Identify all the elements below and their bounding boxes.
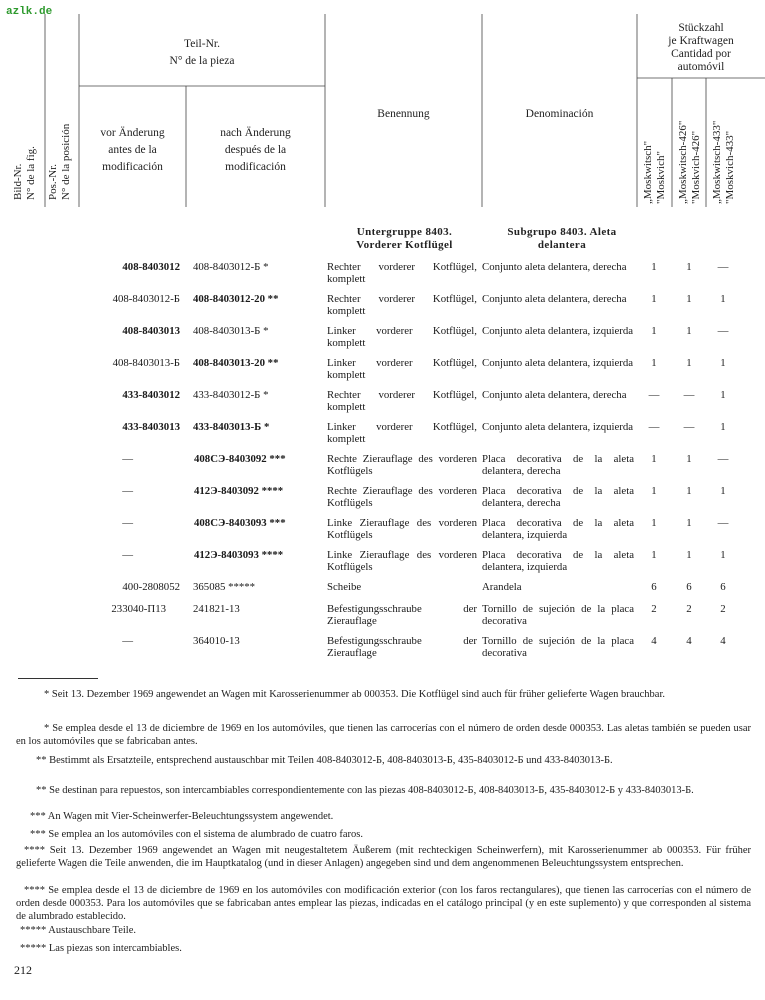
- footnote-4-de: **** Seit 13. Dezember 1969 angewendet an Wagen mit neugestaltetem Äußerem (mit rechteckigen Scheinwerfern), mit Karosserienummer ab 000353. Für früher gelieferte Wagen die Teile anwenden, die im Hauptkatalog (und in dieser Anlagen) angegeben sind und dem angenommenen Beleuchtungssystem entsprechen.: [16, 845, 751, 869]
- footnote-2-es: ** Se destinan para repuestos, son intercambiables correspondientemente con las piezas 408-8403012-Б, 408-8403013-Б, 435-8403012-Б y 433-8403013-Б.: [36, 785, 694, 796]
- footnote-5-es: ***** Las piezas son intercambiables.: [20, 943, 182, 954]
- part-number-after: 364010-13: [193, 635, 240, 647]
- quantity-q3: 6: [720, 581, 726, 593]
- quantity-q3: —: [717, 517, 729, 529]
- name-es: Conjunto aleta delantera, izquierda: [482, 421, 634, 433]
- quantity-q1: 1: [651, 549, 657, 561]
- quantity-q1: 2: [651, 603, 657, 615]
- quantity-q2: —: [683, 389, 695, 401]
- table-row: [0, 545, 765, 577]
- part-number-after: 408-8403012-20 **: [193, 293, 279, 305]
- vor-aenderung-label: vor Änderung antes de la modificación: [100, 127, 165, 173]
- part-number-before: 408-8403013: [122, 325, 180, 337]
- part-number-before: 408-8403012: [122, 261, 180, 273]
- nach-aenderung-label: nach Änderung después de la modificación: [220, 127, 291, 173]
- footnote-3-es: *** Se emplea an los automóviles con el sistema de alumbrado de cuatro faros.: [30, 829, 363, 840]
- name-de: Linker vorderer Kotflügel, komplett: [327, 325, 477, 349]
- name-de: Rechter vorderer Kotflügel, komplett: [327, 293, 477, 317]
- table-row: [0, 481, 765, 513]
- quantity-q3: 1: [720, 389, 726, 401]
- quantity-q2: 1: [686, 357, 692, 369]
- benennung-label: Benennung: [377, 108, 430, 120]
- quantity-q3: 1: [720, 549, 726, 561]
- table-row: [0, 449, 765, 481]
- name-de: Scheibe: [327, 581, 362, 593]
- quantity-q1: 1: [651, 261, 657, 273]
- part-number-after: 408СЭ-8403093 ***: [194, 517, 286, 529]
- quantity-q1: 1: [651, 453, 657, 465]
- part-number-after: 365085 *****: [193, 581, 256, 593]
- name-es: Placa decorativa de la aleta delantera, derecha: [482, 485, 634, 509]
- subgroup-es: Subgrupo 8403. Aleta delantera: [507, 226, 617, 251]
- quantity-q1: 1: [651, 517, 657, 529]
- table-row: [0, 417, 765, 449]
- bild-nr-label: Bild-Nr. N° de la fig.: [12, 146, 37, 200]
- footnote-3-de: *** An Wagen mit Vier-Scheinwerfer-Beleuchtungssystem angewendet.: [30, 811, 334, 822]
- name-de: Linker vorderer Kotflügel, komplett: [327, 357, 477, 381]
- quantity-q3: 1: [720, 357, 726, 369]
- name-es: Conjunto aleta delantera, derecha: [482, 293, 627, 305]
- moskwitsch-426-label: „Moskwitsch-426" "Moskvich-426": [677, 120, 702, 204]
- subgroup-de: Untergruppe 8403. Vorderer Kotflügel: [356, 226, 453, 251]
- name-de: Befestigungsschraube der Zierauflage: [327, 603, 477, 627]
- quantity-q3: 4: [720, 635, 726, 647]
- table-row: [0, 513, 765, 545]
- footnote-4-es: **** Se emplea desde el 13 de diciembre de 1969 en los automóviles con modificación exterior (con los faros rectangulares), que tienen las carrocerías con el número de orden desde 000353. Para los automóviles que se fabricaban antes emplear las piezas, indicadas en el catálogo principal (y en este suplemento) y que corresponden al sistema de alumbrado establecido.: [16, 885, 751, 922]
- part-number-before: 408-8403012-Б: [112, 293, 180, 305]
- part-number-after: 408-8403012-Б *: [193, 261, 269, 273]
- quantity-q3: 2: [720, 603, 726, 615]
- quantity-q2: 4: [686, 635, 692, 647]
- footnote-1-es: * Se emplea desde el 13 de diciembre de 1969 en los automóviles, que tienen las carrocerías con el número de orden desde 000353. Las aletas también se pueden usar en los automóviles que se fabricaban antes.: [16, 723, 751, 747]
- watermark: azlk.de: [6, 6, 53, 18]
- quantity-q2: 2: [686, 603, 692, 615]
- part-number-after: 241821-13: [193, 603, 240, 615]
- name-es: Conjunto aleta delantera, izquierda: [482, 325, 634, 337]
- name-de: Befestigungsschraube der Zierauflage: [327, 635, 477, 659]
- part-number-after: 433-8403012-Б *: [193, 389, 269, 401]
- name-es: Placa decorativa de la aleta delantera, izquierda: [482, 549, 634, 573]
- table-row: [0, 289, 765, 321]
- part-number-before: —: [122, 485, 133, 497]
- name-es: Arandela: [482, 581, 522, 593]
- footnote-5-de: ***** Austauschbare Teile.: [20, 925, 137, 936]
- quantity-q2: 1: [686, 261, 692, 273]
- part-number-before: 400-2808052: [122, 581, 180, 593]
- quantity-q3: 1: [720, 421, 726, 433]
- table-header: [0, 0, 765, 215]
- moskwitsch-433-label: „Moskwitsch-433" "Moskvich-433": [711, 120, 736, 204]
- name-de: Rechter vorderer Kotflügel, komplett: [327, 389, 477, 413]
- quantity-q1: —: [648, 389, 660, 401]
- quantity-q2: —: [683, 421, 695, 433]
- name-es: Placa decorativa de la aleta delantera, derecha: [482, 453, 634, 477]
- part-number-after: 412Э-8403093 ****: [194, 549, 284, 561]
- table-row: [0, 321, 765, 353]
- quantity-q3: —: [717, 453, 729, 465]
- part-number-after: 408-8403013-20 **: [193, 357, 279, 369]
- table-row: [0, 385, 765, 417]
- quantity-q1: 4: [651, 635, 657, 647]
- part-number-after: 433-8403013-Б *: [193, 421, 270, 433]
- quantity-q2: 1: [686, 485, 692, 497]
- footnote-rule: [18, 678, 98, 679]
- quantity-q2: 1: [686, 517, 692, 529]
- quantity-q1: 1: [651, 485, 657, 497]
- name-es: Conjunto aleta delantera, derecha: [482, 389, 627, 401]
- quantity-q1: 1: [651, 325, 657, 337]
- name-de: Linke Zierauflage des vorderen Kotflügels: [327, 549, 477, 573]
- name-de: Rechter vorderer Kotflügel, komplett: [327, 261, 477, 285]
- quantity-q1: —: [648, 421, 660, 433]
- quantity-q3: 1: [720, 293, 726, 305]
- part-number-before: —: [122, 453, 133, 465]
- quantity-q2: 1: [686, 325, 692, 337]
- quantity-q1: 6: [651, 581, 657, 593]
- table-row: [0, 599, 765, 631]
- quantity-q3: —: [717, 261, 729, 273]
- table-row: [0, 631, 765, 663]
- denominacion-label: Denominación: [525, 108, 594, 120]
- quantity-q1: 1: [651, 293, 657, 305]
- name-es: Tornillo de sujeción de la placa decorativa: [482, 635, 634, 659]
- part-number-before: —: [122, 549, 133, 561]
- name-es: Placa decorativa de la aleta delantera, izquierda: [482, 517, 634, 541]
- moskwitsch-label: „Moskwitsch" "Moskvich": [642, 140, 667, 204]
- part-number-after: 412Э-8403092 ****: [194, 485, 284, 497]
- teil-nr-label: Teil-Nr. N° de la pieza: [169, 38, 235, 67]
- name-de: Rechte Zierauflage des vorderen Kotflügels: [327, 453, 477, 477]
- name-de: Rechte Zierauflage des vorderen Kotflügels: [327, 485, 477, 509]
- pos-nr-label: Pos.-Nr. N° de la posición: [47, 123, 72, 200]
- quantity-q2: 6: [686, 581, 692, 593]
- quantity-q2: 1: [686, 453, 692, 465]
- part-number-after: 408-8403013-Б *: [193, 325, 269, 337]
- name-es: Tornillo de sujeción de la placa decorativa: [482, 603, 634, 627]
- part-number-before: —: [122, 517, 133, 529]
- quantity-q2: 1: [686, 293, 692, 305]
- part-number-before: 233040-П13: [111, 603, 166, 615]
- part-number-after: 408СЭ-8403092 ***: [194, 453, 286, 465]
- quantity-q3: —: [717, 325, 729, 337]
- table-row: [0, 257, 765, 289]
- stueckzahl-label: Stückzahl je Kraftwagen Cantidad por automóvil: [668, 22, 734, 73]
- table-row: [0, 353, 765, 385]
- name-es: Conjunto aleta delantera, derecha: [482, 261, 627, 273]
- part-number-before: 433-8403012: [122, 389, 180, 401]
- name-de: Linker vorderer Kotflügel, komplett: [327, 421, 477, 445]
- name-de: Linke Zierauflage des vorderen Kotflügels: [327, 517, 477, 541]
- page-number: 212: [14, 963, 32, 977]
- part-number-before: —: [122, 635, 133, 647]
- footnote-2-de: ** Bestimmt als Ersatzteile, entsprechend austauschbar mit Teilen 408-8403012-Б, 408-8403013-Б, 435-8403012-Б und 433-8403013-Б.: [36, 755, 613, 766]
- quantity-q1: 1: [651, 357, 657, 369]
- footnote-1-de: * Seit 13. Dezember 1969 angewendet an Wagen mit Karosserienummer ab 000353. Die Kotflügel sind auch für früher gelieferte Wagen brauchbar.: [44, 689, 666, 700]
- name-es: Conjunto aleta delantera, izquierda: [482, 357, 634, 369]
- quantity-q2: 1: [686, 549, 692, 561]
- quantity-q3: 1: [720, 485, 726, 497]
- part-number-before: 408-8403013-Б: [112, 357, 180, 369]
- part-number-before: 433-8403013: [122, 421, 180, 433]
